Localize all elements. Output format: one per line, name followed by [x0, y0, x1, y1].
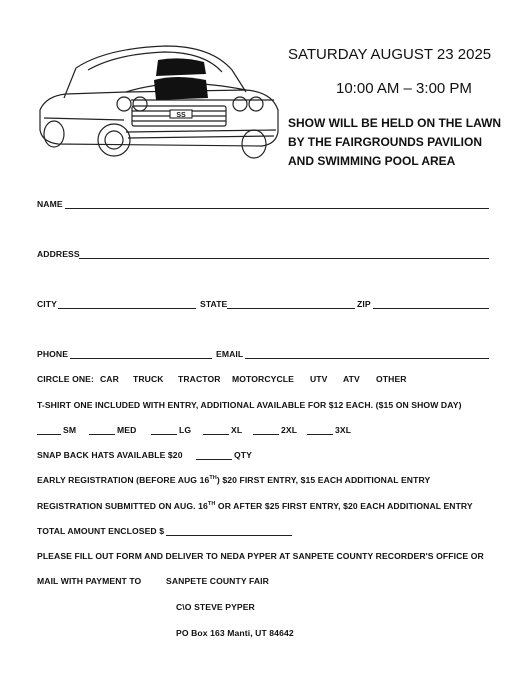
location-line-1: SHOW WILL BE HELD ON THE LAWN	[288, 116, 502, 130]
size-med-label: MED	[117, 425, 137, 435]
address-co: C\O STEVE PYPER	[176, 602, 255, 612]
hats-qty-label: QTY	[234, 450, 252, 460]
size-med-field[interactable]	[89, 434, 115, 435]
vehicle-option-tractor[interactable]: TRACTOR	[178, 374, 221, 384]
size-3xl-label: 3XL	[335, 425, 352, 435]
event-time: 10:00 AM – 3:00 PM	[336, 80, 472, 97]
size-xl-label: XL	[231, 425, 243, 435]
car-badge: SS	[176, 112, 186, 119]
email-field[interactable]	[245, 358, 489, 359]
hats-qty-field[interactable]	[196, 459, 232, 460]
vehicle-option-car[interactable]: CAR	[100, 374, 119, 384]
vehicle-option-truck[interactable]: TRUCK	[133, 374, 164, 384]
location-line-3: AND SWIMMING POOL AREA	[288, 154, 456, 168]
size-2xl-label: 2XL	[281, 425, 298, 435]
state-label: STATE	[200, 299, 228, 309]
address-label: ADDRESS	[37, 249, 80, 259]
vehicle-option-other[interactable]: OTHER	[376, 374, 407, 384]
name-label: NAME	[37, 199, 63, 209]
zip-label: ZIP	[357, 299, 371, 309]
event-date: SATURDAY AUGUST 23 2025	[288, 46, 492, 63]
size-xl-field[interactable]	[203, 434, 229, 435]
total-label: TOTAL AMOUNT ENCLOSED $	[37, 526, 165, 536]
size-sm-field[interactable]	[37, 434, 61, 435]
vehicle-option-atv[interactable]: ATV	[343, 374, 360, 384]
name-field[interactable]	[65, 208, 489, 209]
city-field[interactable]	[58, 308, 196, 309]
address-po: PO Box 163 Manti, UT 84642	[176, 628, 294, 638]
vehicle-option-utv[interactable]: UTV	[310, 374, 328, 384]
size-2xl-field[interactable]	[253, 434, 279, 435]
circle-one-label: CIRCLE ONE:	[37, 374, 94, 384]
tshirt-info: T-SHIRT ONE INCLUDED WITH ENTRY, ADDITIONAL AVAILABLE FOR $12 EACH. ($15 ON SHOW DAY)	[37, 400, 462, 410]
phone-field[interactable]	[70, 358, 212, 359]
location-line-2: BY THE FAIRGROUNDS PAVILION	[288, 135, 483, 149]
mail-recipient: SANPETE COUNTY FAIR	[166, 576, 269, 586]
early-registration: EARLY REGISTRATION (BEFORE AUG 16TH) $20 FIRST ENTRY, $15 EACH ADDITIONAL ENTRY	[37, 475, 431, 485]
instructions: PLEASE FILL OUT FORM AND DELIVER TO NEDA PYPER AT SANPETE COUNTY RECORDER'S OFFICE OR	[37, 551, 484, 561]
vehicle-option-motorcycle[interactable]: MOTORCYCLE	[232, 374, 294, 384]
state-field[interactable]	[227, 308, 355, 309]
mail-label: MAIL WITH PAYMENT TO	[37, 576, 142, 586]
size-lg-field[interactable]	[151, 434, 177, 435]
phone-label: PHONE	[37, 349, 69, 359]
late-registration: REGISTRATION SUBMITTED ON AUG. 16TH OR AFTER $25 FIRST ENTRY, $20 EACH ADDITIONAL ENTRY	[37, 501, 473, 511]
size-3xl-field[interactable]	[307, 434, 333, 435]
email-label: EMAIL	[216, 349, 244, 359]
total-field[interactable]	[166, 535, 292, 536]
muscle-car-illustration	[36, 40, 282, 162]
hats-info: SNAP BACK HATS AVAILABLE $20	[37, 450, 183, 460]
zip-field[interactable]	[373, 308, 489, 309]
city-label: CITY	[37, 299, 57, 309]
address-field[interactable]	[79, 258, 489, 259]
size-lg-label: LG	[179, 425, 192, 435]
size-sm-label: SM	[63, 425, 77, 435]
